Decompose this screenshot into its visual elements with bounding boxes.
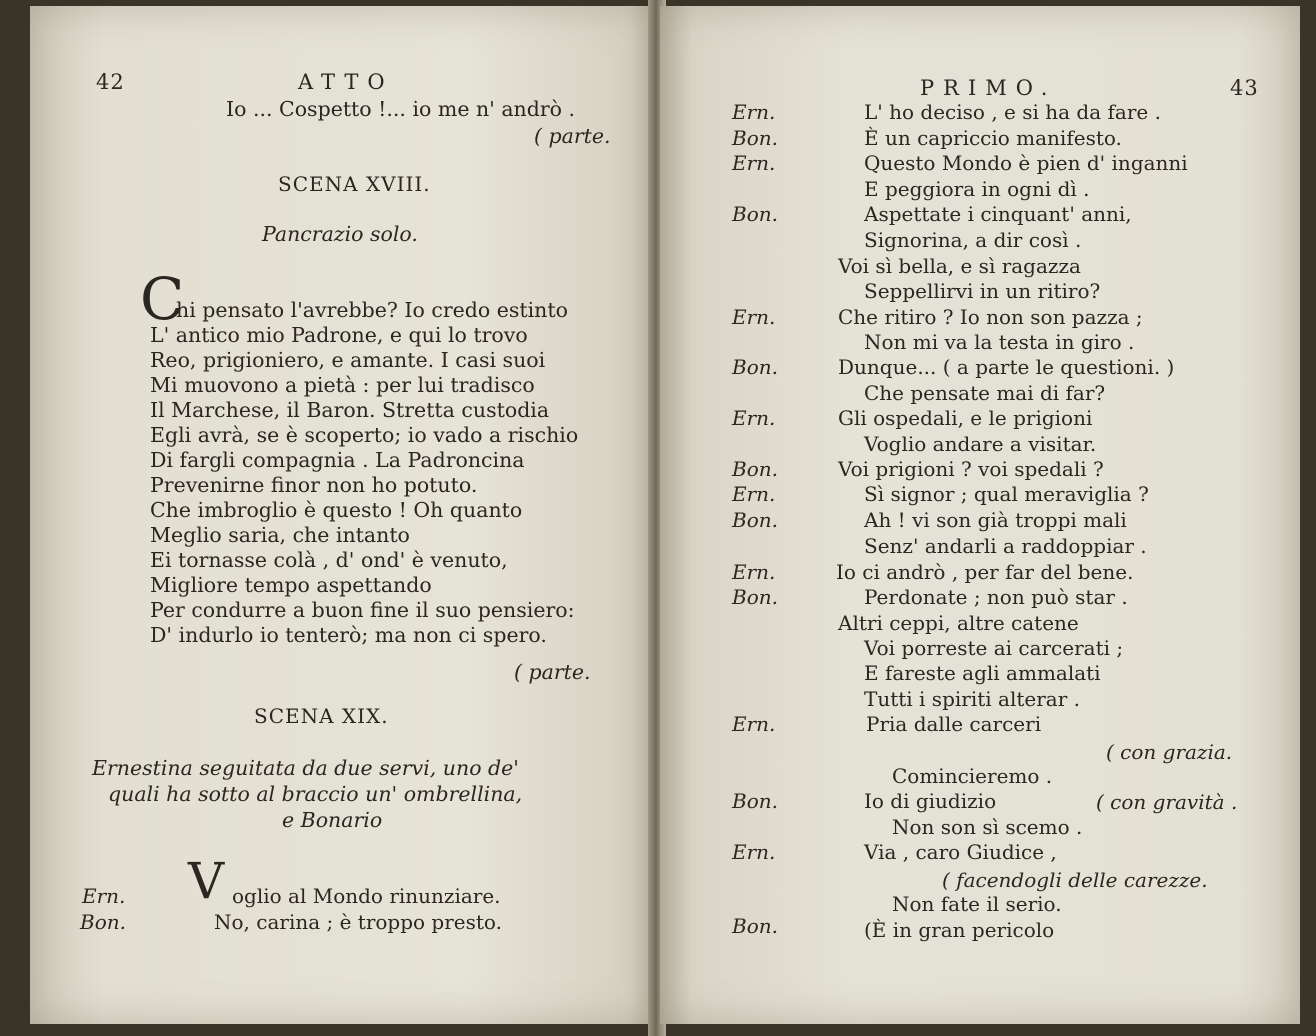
monologue-line: hi pensato l'avrebbe? Io credo estinto [176,298,568,322]
monologue-line: Di fargli compagnia . La Padroncina [150,448,525,472]
left-page-number: 42 [96,70,125,94]
dialogue-line: Non fate il serio. [892,892,1062,916]
speaker-label: Ern. [732,482,776,506]
dialogue-line: Non mi va la testa in giro . [864,330,1135,354]
monologue-line: Reo, prigioniero, e amante. I casi suoi [150,348,546,372]
monologue-line: Che imbroglio è questo ! Oh quanto [150,498,523,522]
scene-19-direction-line: Ernestina seguitata da due servi, uno de' [92,756,519,780]
right-running-head: PRIMO. [920,76,1057,100]
speaker-label: Bon. [732,508,778,532]
speaker-label: Ern. [732,305,776,329]
stage-direction: ( con gravità . [1096,790,1238,814]
dialogue-line: Che ritiro ? Io non son pazza ; [838,305,1143,329]
dialogue-line: Io ci andrò , per far del bene. [836,560,1134,584]
left-top-line-2: ( parte. [534,124,611,148]
monologue-line: Meglio saria, che intanto [150,523,410,547]
dialogue-line: È un capriccio manifesto. [864,126,1122,150]
scene-19-title: SCENA XIX. [254,704,389,728]
speaker-label: Bon. [732,355,778,379]
speaker-label: Bon. [732,457,778,481]
monologue-line: Migliore tempo aspettando [150,573,432,597]
dialogue-line: Io di giudizio [864,789,997,813]
monologue-exit-direction: ( parte. [514,660,591,684]
speaker-label: Ern. [732,840,776,864]
left-top-line-1: Io ... Cospetto !... io me n' andrò . [226,97,576,121]
dialogue-dropcap: V [188,852,225,910]
dialogue-line: Via , caro Giudice , [864,840,1057,864]
dialogue-line: Aspettate i cinquant' anni, [864,202,1132,226]
monologue-line: D' indurlo io tenterò; ma non ci spero. [150,623,547,647]
speaker-label: Bon. [732,585,778,609]
left-running-head: ATTO [298,70,394,94]
dialogue-line: Voi prigioni ? voi spedali ? [838,457,1104,481]
monologue-line: Mi muovono a pietà : per lui tradisco [150,373,535,397]
dialogue-line: Perdonate ; non può star . [864,585,1128,609]
dialogue-line: Voglio andare a visitar. [864,432,1097,456]
speaker-label: Ern. [732,100,776,124]
dialogue-line: Comincieremo . [892,764,1053,788]
stage-direction: ( con grazia. [1106,740,1233,764]
dialogue-line: Dunque... ( a parte le questioni. ) [838,355,1175,379]
speaker-label: Ern. [82,884,126,908]
dialogue-line: Che pensate mai di far? [864,381,1106,405]
dialogue-line: E fareste agli ammalati [864,661,1101,685]
dialogue-line: Seppellirvi in un ritiro? [864,279,1101,303]
speaker-label: Ern. [732,406,776,430]
speaker-label: Bon. [732,202,778,226]
speaker-label: Bon. [732,914,778,938]
scene-18-title: SCENA XVIII. [278,172,431,196]
dialogue-line: Signorina, a dir così . [864,228,1082,252]
dialogue-line: L' ho deciso , e si ha da fare . [864,100,1161,124]
dialogue-line: Sì signor ; qual meraviglia ? [864,482,1149,506]
speaker-label: Ern. [732,712,776,736]
dialogue-line: Senz' andarli a raddoppiar . [864,534,1147,558]
monologue-dropcap: C [140,265,185,333]
speaker-label: Bon. [80,910,126,934]
monologue-line: Ei tornasse colà , d' ond' è venuto, [150,548,508,572]
monologue-line: L' antico mio Padrone, e qui lo trovo [150,323,528,347]
dialogue-line: E peggiora in ogni dì . [864,177,1090,201]
monologue-line: Il Marchese, il Baron. Stretta custodia [150,398,550,422]
speaker-label: Bon. [732,789,778,813]
speaker-label: Bon. [732,126,778,150]
speaker-label: Ern. [732,560,776,584]
dialogue-line: Voi porreste ai carcerati ; [864,636,1124,660]
scene-19-direction-line: quali ha sotto al braccio un' ombrellina, [108,782,523,806]
dialogue-line: Altri ceppi, altre catene [838,611,1079,635]
stage-direction: ( facendogli delle carezze. [942,868,1208,892]
monologue-line: Per condurre a buon fine il suo pensiero: [150,598,575,622]
dialogue-line: Pria dalle carceri [866,712,1042,736]
dialogue-line: Non son sì scemo . [892,815,1083,839]
scene-19-direction-line: e Bonario [282,808,383,832]
dialogue-line: Tutti i spiriti alterar . [864,687,1080,711]
right-page-number: 43 [1230,76,1259,100]
dialogue-line: (È in gran pericolo [864,918,1055,942]
dialogue-line: Voi sì bella, e sì ragazza [838,254,1081,278]
dialogue-line: Gli ospedali, e le prigioni [838,406,1093,430]
speaker-label: Ern. [732,151,776,175]
dialogue-line: Ah ! vi son già troppi mali [864,508,1127,532]
dialogue-line: Questo Mondo è pien d' inganni [864,151,1188,175]
dialogue-line: oglio al Mondo rinunziare. [232,884,501,908]
monologue-line: Egli avrà, se è scoperto; io vado a rischio [150,423,579,447]
monologue-line: Prevenirne finor non ho potuto. [150,473,478,497]
scene-18-character: Pancrazio solo. [262,222,418,246]
dialogue-line: No, carina ; è troppo presto. [214,910,502,934]
